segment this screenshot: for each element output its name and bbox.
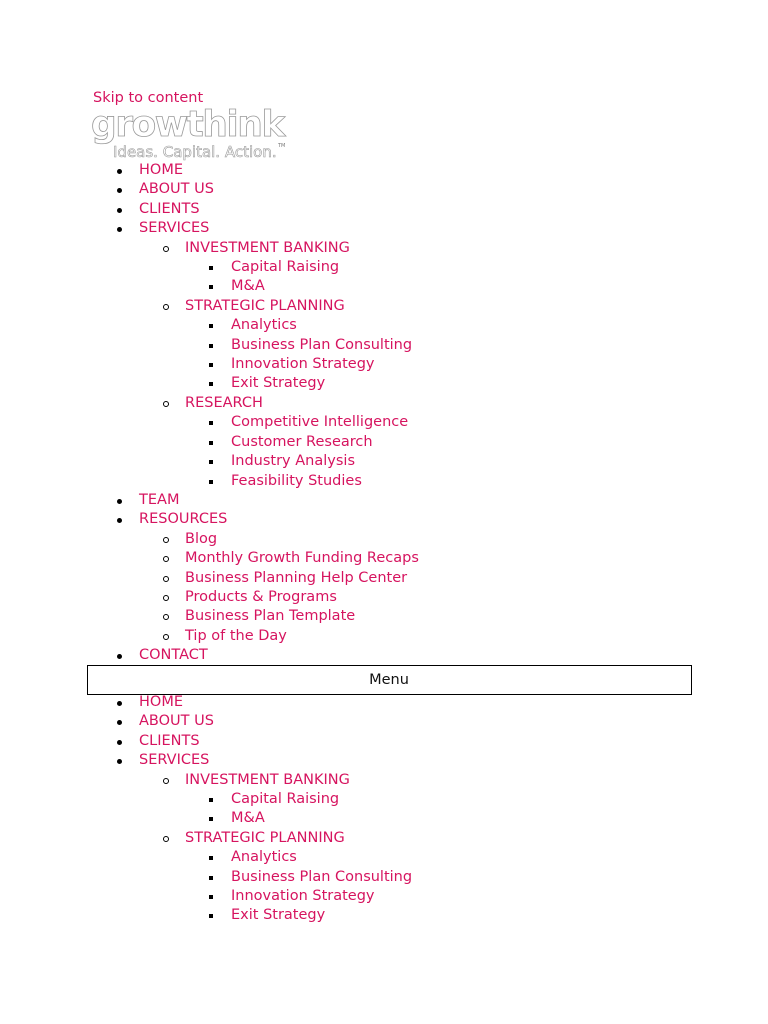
mobile-nav-item-home [93, 693, 412, 712]
mobile-nav-link-home[interactable]: HOME [139, 694, 183, 710]
nav-item-team [93, 491, 419, 510]
nav-link-business-planning-help-center[interactable]: Business Planning Help Center [185, 569, 408, 586]
primary-navigation [93, 161, 419, 666]
nav-item-help-center [139, 569, 419, 588]
mobile-nav-link-strategic-planning[interactable]: STRATEGIC PLANNING [185, 829, 345, 846]
mobile-nav-link-innovation-strategy[interactable]: Innovation Strategy [231, 888, 375, 905]
mobile-nav-item-analytics [185, 848, 412, 867]
nav-link-business-plan-consulting[interactable]: Business Plan Consulting [231, 336, 413, 353]
nav-link-feasibility-studies[interactable]: Feasibility Studies [231, 472, 362, 489]
mobile-nav-item-services [93, 751, 412, 926]
mobile-nav-link-clients[interactable]: CLIENTS [139, 732, 200, 749]
mobile-nav-link-business-plan-consulting[interactable]: Business Plan Consulting [231, 868, 413, 885]
nav-link-analytics[interactable]: Analytics [231, 317, 297, 334]
logo-wordmark: growthink [91, 105, 284, 145]
nav-item-customer-research [185, 433, 419, 452]
nav-item-innovation-strategy [185, 355, 419, 374]
nav-link-exit-strategy[interactable]: Exit Strategy [231, 375, 326, 392]
nav-item-feasibility-studies [185, 472, 419, 491]
mobile-nav-item-business-plan-consulting [185, 868, 412, 887]
nav-link-resources[interactable]: RESOURCES [139, 511, 228, 528]
mobile-nav-link-capital-raising[interactable]: Capital Raising [231, 791, 340, 808]
mobile-nav-item-investment-banking [139, 771, 412, 829]
nav-link-investment-banking[interactable]: INVESTMENT BANKING [185, 239, 350, 256]
nav-link-contact[interactable]: CONTACT [139, 647, 208, 664]
nav-item-analytics [185, 316, 419, 335]
nav-link-team[interactable]: TEAM [139, 491, 180, 508]
nav-link-home[interactable]: HOME [139, 162, 183, 178]
nav-item-business-plan-consulting [185, 336, 419, 355]
nav-item-monthly-recaps [139, 549, 419, 568]
nav-link-competitive-intelligence[interactable]: Competitive Intelligence [231, 414, 409, 431]
mobile-nav-item-capital-raising [185, 790, 412, 809]
nav-item-blog [139, 530, 419, 549]
mobile-nav-link-services[interactable]: SERVICES [139, 752, 210, 769]
mobile-nav-link-about-us[interactable]: ABOUT US [139, 713, 214, 730]
nav-link-ma[interactable]: M&A [231, 278, 265, 295]
nav-item-bp-template [139, 607, 419, 626]
nav-item-investment-banking [139, 239, 419, 297]
nav-item-home [93, 161, 419, 180]
nav-link-services[interactable]: SERVICES [139, 220, 210, 237]
nav-link-industry-analysis[interactable]: Industry Analysis [231, 453, 355, 470]
nav-item-resources [93, 510, 419, 646]
nav-item-ma [185, 277, 419, 296]
nav-item-research [139, 394, 419, 491]
mobile-nav-link-analytics[interactable]: Analytics [231, 849, 297, 866]
nav-link-tip-of-the-day[interactable]: Tip of the Day [185, 627, 287, 644]
nav-item-clients [93, 200, 419, 219]
mobile-nav-item-exit-strategy [185, 906, 412, 925]
nav-link-strategic-planning[interactable]: STRATEGIC PLANNING [185, 297, 345, 314]
mobile-nav-item-strategic-planning [139, 829, 412, 926]
nav-link-clients[interactable]: CLIENTS [139, 200, 200, 217]
nav-link-capital-raising[interactable]: Capital Raising [231, 259, 340, 276]
nav-item-about [93, 180, 419, 199]
nav-item-competitive-intelligence [185, 413, 419, 432]
nav-item-tip [139, 627, 419, 646]
nav-link-blog[interactable]: Blog [185, 530, 218, 547]
nav-link-monthly-growth-funding-recaps[interactable]: Monthly Growth Funding Recaps [185, 550, 419, 567]
nav-link-business-plan-template[interactable]: Business Plan Template [185, 608, 356, 625]
nav-item-products [139, 588, 419, 607]
mobile-nav-item-about [93, 712, 412, 731]
mobile-nav-link-investment-banking[interactable]: INVESTMENT BANKING [185, 771, 350, 788]
nav-item-industry-analysis [185, 452, 419, 471]
mobile-nav-link-ma[interactable]: M&A [231, 810, 265, 827]
nav-item-services [93, 219, 419, 491]
nav-link-products-programs[interactable]: Products & Programs [185, 588, 337, 605]
nav-link-customer-research[interactable]: Customer Research [231, 433, 373, 450]
mobile-nav-item-clients [93, 732, 412, 751]
skip-to-content-link[interactable]: Skip to content [93, 90, 204, 106]
nav-item-exit-strategy [185, 374, 419, 393]
mobile-nav-item-innovation-strategy [185, 887, 412, 906]
nav-link-innovation-strategy[interactable]: Innovation Strategy [231, 356, 375, 373]
nav-item-strategic-planning [139, 297, 419, 394]
logo-tagline: Ideas. Capital. Action. [113, 143, 277, 161]
logo-trademark: TM [278, 143, 286, 149]
mobile-nav-item-ma [185, 809, 412, 828]
menu-toggle-button[interactable]: Menu [87, 665, 692, 695]
nav-link-research[interactable]: RESEARCH [185, 394, 263, 411]
mobile-navigation [93, 693, 412, 926]
nav-link-about-us[interactable]: ABOUT US [139, 181, 214, 198]
nav-item-contact [93, 646, 419, 665]
nav-item-capital-raising [185, 258, 419, 277]
growthink-logo[interactable] [91, 105, 291, 163]
mobile-nav-link-exit-strategy[interactable]: Exit Strategy [231, 907, 326, 924]
